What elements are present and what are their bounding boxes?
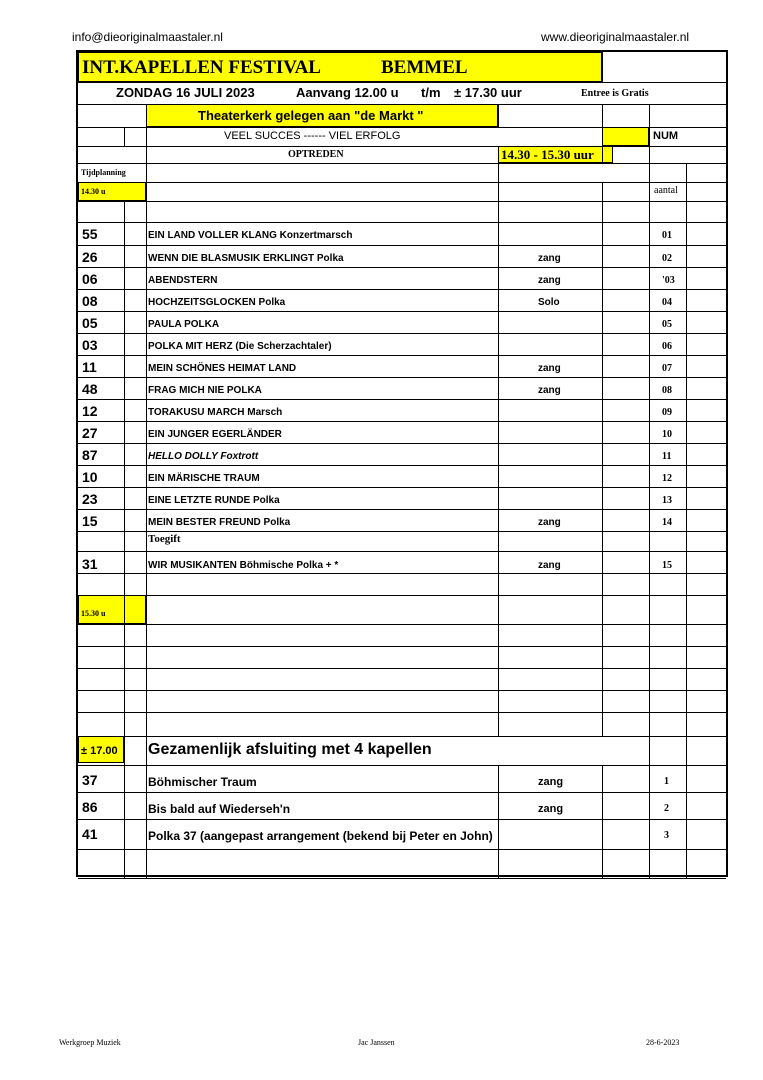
grid-line [78, 765, 726, 766]
finale-time-label: ± 17.00 [81, 745, 118, 757]
header-website: www.dieoriginalmaastaler.nl [541, 30, 690, 44]
grid-line [146, 736, 147, 765]
grid-line [686, 736, 687, 765]
grid-line [78, 443, 726, 444]
song-number: 48 [82, 381, 98, 397]
grid-line [146, 163, 147, 736]
finale-song-note: zang [538, 803, 564, 815]
song-title: TORAKUSU MARCH Marsch [148, 407, 283, 418]
song-title: ABENDSTERN [148, 275, 218, 286]
finale-song-count: 3 [664, 830, 669, 841]
grid-line [78, 465, 726, 466]
festival-title: INT.KAPELLEN FESTIVAL [82, 57, 321, 78]
song-number: 05 [82, 315, 98, 331]
optreden-label: OPTREDEN [288, 149, 344, 160]
grid-line [498, 104, 499, 127]
song-count: 13 [662, 495, 672, 506]
song-count: 09 [662, 407, 672, 418]
date-line: ZONDAG 16 JULI 2023 [116, 85, 255, 100]
song-number: 15 [82, 513, 98, 529]
aantal-label: aantal [654, 185, 678, 196]
song-note: zang [538, 517, 561, 528]
finale-song-title: Böhmischer Traum [148, 775, 257, 789]
venue-label: Theaterkerk gelegen aan "de Markt " [198, 108, 424, 123]
song-count: 05 [662, 319, 672, 330]
song-number: 03 [82, 337, 98, 353]
tijdplanning-label: Tijdplanning [81, 168, 126, 177]
num-cell [602, 127, 649, 146]
grid-line [602, 52, 603, 82]
song-count: 04 [662, 297, 672, 308]
song-number: 23 [82, 491, 98, 507]
song-count: 06 [662, 341, 672, 352]
encore-title: WIR MUSIKANTEN Böhmische Polka + * [148, 560, 339, 571]
grid-line [498, 146, 499, 163]
grid-line [78, 792, 726, 793]
grid-line [686, 163, 687, 878]
num-label: NUM [653, 130, 679, 142]
encore-number: 31 [82, 556, 98, 572]
song-number: 08 [82, 293, 98, 309]
grid-line [78, 245, 726, 246]
song-title: EIN JUNGER EGERLÄNDER [148, 429, 282, 440]
grid-line [78, 646, 726, 647]
footer-left: Werkgroep Muziek [59, 1038, 121, 1047]
wish-label: VEEL SUCCES ------ VIEL ERFOLG [224, 130, 401, 142]
grid-line [78, 690, 726, 691]
grid-line [602, 765, 603, 878]
song-title: MEIN SCHÖNES HEIMAT LAND [148, 363, 297, 374]
grid-line [602, 182, 603, 736]
grid-line [78, 267, 726, 268]
song-count: 02 [662, 253, 672, 264]
grid-line [124, 201, 125, 736]
song-number: 10 [82, 469, 98, 485]
grid-line [124, 127, 125, 146]
finale-song-count: 1 [664, 776, 669, 787]
song-count: 01 [662, 230, 672, 241]
entry-label: Entree is Gratis [581, 88, 649, 99]
song-title: WENN DIE BLASMUSIK ERKLINGT Polka [148, 253, 344, 264]
grid-line [78, 531, 726, 532]
song-number: 26 [82, 249, 98, 265]
start-time-line: Aanvang 12.00 u [296, 85, 399, 100]
song-note: Solo [538, 297, 560, 308]
song-title: PAULA POLKA [148, 319, 220, 330]
grid-line [78, 573, 726, 574]
song-title: EIN MÄRISCHE TRAUM [148, 473, 260, 484]
song-count: 07 [662, 363, 672, 374]
song-note: zang [538, 363, 561, 374]
footer-center: Jac Janssen [358, 1038, 395, 1047]
grid-line [78, 668, 726, 669]
start-time-label: 14.30 u [81, 187, 106, 196]
grid-line [78, 311, 726, 312]
grid-line [78, 509, 726, 510]
song-count: 08 [662, 385, 672, 396]
song-count: 10 [662, 429, 672, 440]
song-count: 14 [662, 517, 672, 528]
festival-place: BEMMEL [381, 57, 468, 78]
song-count: 11 [662, 451, 672, 462]
song-title: FRAG MICH NIE POLKA [148, 385, 262, 396]
encore-count: 15 [662, 560, 672, 571]
grid-line [78, 127, 726, 128]
toegift-label: Toegift [148, 533, 181, 545]
song-note: zang [538, 275, 561, 286]
grid-line [78, 146, 726, 147]
end-time-label: 15.30 u [81, 609, 106, 618]
song-title: EINE LETZTE RUNDE Polka [148, 495, 280, 506]
song-number: 11 [82, 359, 97, 375]
song-count: 12 [662, 473, 672, 484]
song-count: '03 [662, 275, 675, 286]
grid-line [78, 182, 726, 183]
encore-note: zang [538, 560, 561, 571]
song-number: 12 [82, 403, 98, 419]
grid-line [78, 82, 726, 83]
grid-line [78, 104, 726, 105]
grid-line [146, 765, 147, 878]
grid-line [602, 104, 603, 163]
song-note: zang [538, 253, 561, 264]
grid-line [78, 377, 726, 378]
grid-line [649, 146, 650, 878]
header-email: info@dieoriginalmaastaler.nl [72, 30, 223, 44]
grid-line [78, 819, 726, 820]
grid-line [78, 399, 726, 400]
end-time-line: ± 17.30 uur [454, 85, 522, 100]
finale-song-number: 41 [82, 826, 98, 842]
finale-song-number: 86 [82, 799, 98, 815]
song-title: HOCHZEITSGLOCKEN Polka [148, 297, 286, 308]
grid-line [498, 163, 499, 736]
grid-line [78, 163, 726, 164]
grid-line [649, 736, 650, 765]
grid-line [78, 878, 726, 879]
song-title: EIN LAND VOLLER KLANG Konzertmarsch [148, 230, 353, 241]
grid-line [78, 736, 726, 737]
grid-line [78, 222, 726, 223]
grid-line [78, 624, 726, 625]
grid-line [146, 146, 147, 163]
finale-song-title: Bis bald auf Wiederseh'n [148, 802, 291, 816]
until-label: t/m [421, 85, 441, 100]
finale-song-number: 37 [82, 772, 98, 788]
grid-line [78, 487, 726, 488]
grid-line [78, 333, 726, 334]
program-table [76, 50, 728, 877]
song-number: 55 [82, 226, 98, 242]
grid-line [78, 355, 726, 356]
grid-line [78, 595, 726, 596]
song-number: 06 [82, 271, 98, 287]
grid-line [146, 127, 147, 146]
song-title: MEIN BESTER FREUND Polka [148, 517, 291, 528]
grid-line [78, 849, 726, 850]
finale-song-count: 2 [664, 803, 669, 814]
grid-line [124, 736, 125, 765]
finale-title: Gezamenlijk afsluiting met 4 kapellen [148, 741, 432, 758]
song-number: 27 [82, 425, 98, 441]
grid-line [498, 765, 499, 878]
footer-right: 28-6-2023 [646, 1038, 680, 1047]
finale-song-note: zang [538, 776, 564, 788]
grid-line [78, 421, 726, 422]
song-title: POLKA MIT HERZ (Die Scherzachtaler) [148, 341, 332, 352]
grid-line [78, 551, 726, 552]
grid-line [78, 289, 726, 290]
song-number: 87 [82, 447, 98, 463]
song-note: zang [538, 385, 561, 396]
grid-line [78, 201, 726, 202]
time-slot-label: 14.30 - 15.30 uur [501, 147, 594, 162]
finale-song-title: Polka 37 (aangepast arrangement (bekend bij Peter en John) [148, 829, 493, 843]
song-title: HELLO DOLLY Foxtrott [148, 451, 259, 462]
grid-line [78, 712, 726, 713]
grid-line [124, 765, 125, 878]
